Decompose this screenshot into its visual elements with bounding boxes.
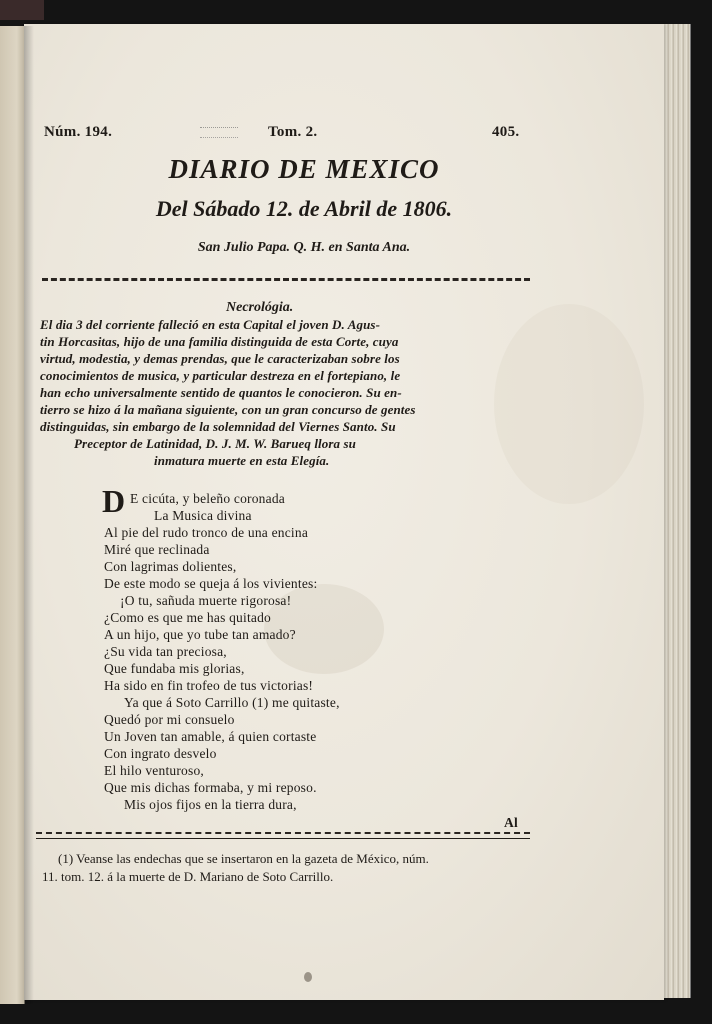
poem-line: Con ingrato desvelo	[104, 746, 217, 761]
article-line: virtud, modestia, y demas prendas, que le caracterizaban sobre los	[40, 351, 400, 366]
poem-line: De este modo se queja á los vivientes:	[104, 576, 318, 591]
poem-line: Ha sido en fin trofeo de tus victorias!	[104, 678, 314, 693]
poem-line: Que mis dichas formaba, y mi reposo.	[104, 780, 317, 795]
footnote-line: 11. tom. 12. á la muerte de D. Mariano de Soto Carrillo.	[42, 869, 334, 884]
document-page	[24, 24, 664, 1000]
binding-tab	[0, 0, 44, 20]
issue-date: Del Sábado 12. de Abril de 1806.	[155, 196, 453, 221]
poem-line: Ya que á Soto Carrillo (1) me quitaste,	[124, 695, 340, 710]
article-line: distinguidas, sin embargo de la solemnidad del Viernes Santo. Su	[40, 419, 396, 434]
facing-page-edge	[0, 26, 25, 1004]
poem-line: A un hijo, que yo tube tan amado?	[104, 627, 296, 642]
article-line: Preceptor de Latinidad, D. J. M. W. Barueq llora su	[74, 436, 356, 451]
article-line: El dia 3 del corriente falleció en esta Capital el joven D. Agus-	[40, 317, 381, 332]
poem-line: Un Joven tan amable, á quien cortaste	[104, 729, 317, 744]
footnote-rule	[36, 832, 530, 834]
saint-of-day: San Julio Papa. Q. H. en Santa Ana.	[197, 240, 411, 255]
article-line: conocimientos de musica, y particular destreza en el fortepiano, le	[40, 368, 401, 383]
poem-line: El hilo venturoso,	[104, 763, 204, 778]
footnote-line: (1) Veanse las endechas que se insertaron en la gazeta de México, núm.	[58, 851, 429, 866]
spine-shadow	[24, 26, 34, 1004]
masthead-rule	[42, 278, 530, 281]
poem-line: ¡O tu, sañuda muerte rigorosa!	[120, 593, 292, 608]
ink-blot	[304, 972, 312, 982]
article-line: tin Horcasitas, hijo de una familia distinguida de esta Corte, cuya	[40, 334, 399, 349]
article-heading: Necrológia.	[226, 300, 294, 315]
article-line: inmatura muerte en esta Elegía.	[154, 453, 330, 468]
poem-line: Mis ojos fijos en la tierra dura,	[124, 797, 297, 812]
poem-line: ¿Como es que me has quitado	[104, 610, 271, 625]
poem-line: E cicúta, y beleño coronada	[130, 491, 285, 506]
page-number: 405.	[492, 124, 520, 140]
poem-line: La Musica divina	[154, 508, 252, 523]
ornament	[200, 127, 238, 138]
drop-cap: D	[102, 483, 126, 519]
poem-line: Quedó por mi consuelo	[104, 712, 235, 727]
poem-line: ¿Su vida tan preciosa,	[104, 644, 227, 659]
poem-line: Miré que reclinada	[104, 542, 210, 557]
poem-line: Al pie del rudo tronco de una encina	[104, 525, 309, 540]
tome-number: Tom. 2.	[268, 124, 318, 140]
paper-stain	[494, 304, 644, 504]
newspaper-title: DIARIO DE MEXICO	[168, 154, 440, 184]
article-line: tierro se hizo á la mañana siguiente, con un gran concurso de gentes	[40, 402, 416, 417]
footnote-rule-thin	[36, 838, 530, 839]
poem-line: Que fundaba mis glorias,	[104, 661, 245, 676]
article-line: han echo universalmente sentido de quantos le conocieron. Su en-	[40, 385, 402, 400]
catchword: Al	[504, 815, 518, 830]
poem-line: Con lagrimas dolientes,	[104, 559, 237, 574]
issue-number: Núm. 194.	[44, 124, 113, 140]
